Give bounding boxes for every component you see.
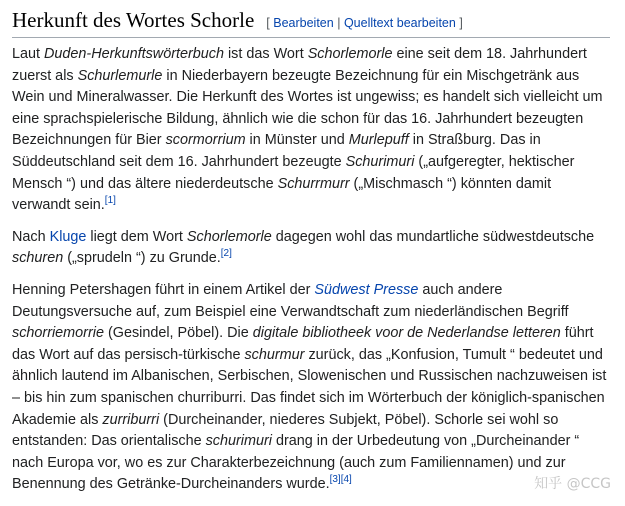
reference-link[interactable]: [4] <box>340 474 352 486</box>
term: schuren <box>12 250 64 267</box>
reference-link[interactable]: [1] <box>104 195 116 207</box>
term: schurimuri <box>205 433 272 450</box>
text: zurück, das „Konfusion, Tumult “ bedeutet und ähnlich lautend im Albanischen, Serbischen, Slowenischen und Russischen nachzuweisen ist – bis hin zum spanischen churriburri. Das findet sich im Wörterbuch der königlich-spanischen Akademie als <box>12 346 607 428</box>
term: digitale bibliotheek voor de Nederlandse letteren <box>252 325 561 342</box>
text: liegt dem Wort <box>86 228 187 245</box>
kluge-link[interactable]: Kluge <box>49 228 87 245</box>
section-header <box>12 8 610 38</box>
term: zurriburri <box>102 411 160 428</box>
suedwest-presse-link[interactable] <box>314 282 418 298</box>
edit-source-link[interactable]: Quelltext bearbeiten <box>343 16 456 30</box>
reference-3[interactable] <box>330 474 341 485</box>
reference-link[interactable]: [3] <box>329 474 341 486</box>
term: Schurrmurr <box>277 175 350 192</box>
text: („aufgeregter, hektischer Mensch “) und das ältere niederdeutsche <box>12 153 575 192</box>
term: schorriemorrie <box>12 325 104 342</box>
text: („sprudeln “) zu Grunde. <box>63 250 221 267</box>
edit-section-links <box>266 16 463 30</box>
term: Schorlemorle <box>186 228 272 245</box>
reference-link[interactable]: [2] <box>220 248 232 260</box>
text: ist das Wort <box>223 46 308 62</box>
term: Schurimuri <box>345 153 415 170</box>
term: Duden-Herkunftswörterbuch <box>44 46 224 62</box>
edit-bracket-close: ] <box>459 16 463 30</box>
text: Henning Petershagen führt in einem Artikel der <box>12 281 315 298</box>
text: auch andere Deutungsversuche auf, zum Beispiel eine Verwandtschaft zum niederländischen Begriff <box>12 281 569 320</box>
text: Nach <box>12 228 50 245</box>
text: (Gesindel, Pöbel). Die <box>103 325 253 342</box>
section-title: Herkunft des Wortes Schorle <box>12 8 255 32</box>
text: eine seit dem 18. Jahrhundert zuerst als <box>12 46 587 84</box>
paragraph-kluge <box>12 227 612 270</box>
edit-bracket-open: [ <box>266 16 270 30</box>
text: führt das Wort auf das persisch-türkische <box>12 325 594 363</box>
paragraph-duden <box>12 44 612 217</box>
reference-1[interactable] <box>105 195 116 206</box>
article-content <box>12 44 612 506</box>
term: Schorlemorle <box>307 46 393 62</box>
reference-2[interactable] <box>221 249 232 260</box>
edit-separator: | <box>337 16 341 30</box>
text: (Durcheinander, niederes Subjekt, Pöbel). Schorle sei wohl so entstanden: Das orientalische <box>12 411 559 450</box>
text: in Niederbayern bezeugte Bezeichnung für ein Mischgetränk aus Wein und Mineralwasser. Die Herkunft des Wortes ist ungewiss; es handelt sich vielleicht um eine sprachspielerische Bildung, ähnlich wie die schon für das 16. Jahrhundert bezeugten Bezeichnungen für Bier <box>12 67 603 149</box>
text: in Münster und <box>245 132 349 149</box>
text: Laut <box>12 46 45 62</box>
term: Schurlemurle <box>77 67 163 84</box>
text: dagegen wohl das mundartliche südwestdeutsche <box>271 228 595 245</box>
reference-4[interactable] <box>341 474 352 485</box>
text: („Mischmasch “) könnten damit verwandt sein. <box>12 175 552 214</box>
term: schurmur <box>244 346 305 363</box>
term: scormorrium <box>165 132 246 149</box>
term[interactable]: Südwest Presse <box>314 281 419 298</box>
text: in Straßburg. Das in Süddeutschland seit dem 16. Jahrhundert bezeugte <box>12 132 541 170</box>
term: Murlepuff <box>348 132 409 149</box>
paragraph-petershagen <box>12 280 612 496</box>
edit-link[interactable]: Bearbeiten <box>273 16 334 30</box>
text: drang in der Urbedeutung von „Durcheinander “ nach Europa vor, wo es zur Charakterbezeichnung (auch zum Familiennamen) und zur Benennung des Getränke-Durcheinanders wurde. <box>12 433 580 493</box>
watermark: 知乎 @CCG <box>534 476 611 492</box>
